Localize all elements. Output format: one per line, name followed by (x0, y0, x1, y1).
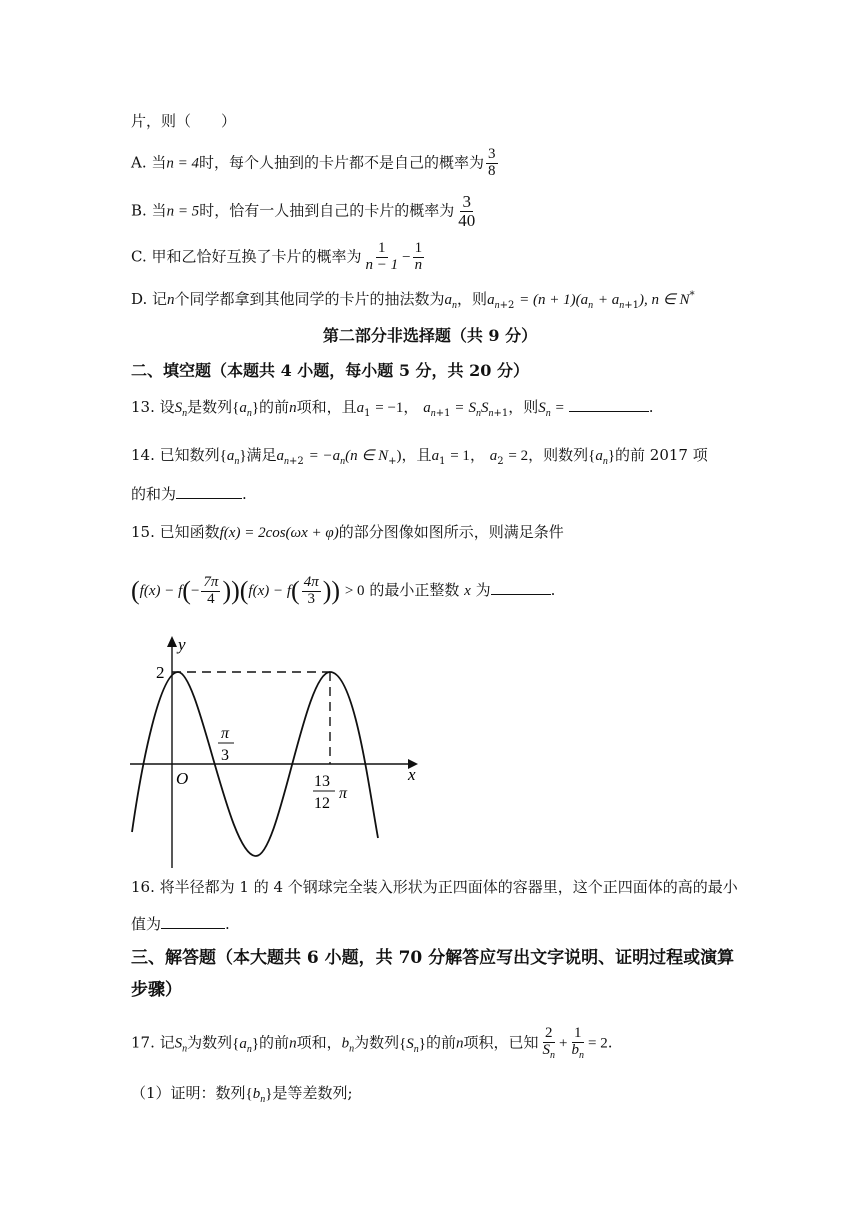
cosine-graph (128, 632, 428, 872)
option-c-denominator-1: n − 1 (365, 256, 399, 273)
q17-prefix: 17. 记 (131, 1033, 175, 1052)
option-b-denominator: 40 (458, 210, 476, 230)
q15-tail-2: 为 (475, 581, 491, 599)
option-b (131, 193, 479, 230)
q14-text-4: 的前 2017 项 (615, 446, 708, 464)
q17-text-1: 为数列 (187, 1033, 233, 1052)
q16-answer-blank[interactable] (161, 928, 225, 929)
q14-a1: = 1 (450, 448, 470, 464)
q14-text-2: ，且 (401, 446, 432, 464)
q13-condition-2: = (455, 400, 464, 416)
q17-part1-end: 是等差数列; (272, 1084, 353, 1102)
q15-f2: f(x) − f (248, 583, 292, 599)
q14-a2: = 2 (508, 448, 529, 464)
option-b-condition: n = 5 (166, 203, 200, 220)
q12-tail-text: 片，则（ ） (131, 112, 237, 130)
option-b-text: 时，恰有一人抽到自己的卡片的概率为 (199, 201, 455, 220)
option-c-fraction-2 (413, 241, 425, 274)
option-d-text: 个同学都拿到其他同学的卡片的抽法数为 (174, 290, 445, 308)
q12-tail (131, 110, 236, 132)
option-c-text: C. 甲和乙恰好互换了卡片的概率为 (131, 247, 362, 266)
option-b-numerator: 3 (462, 192, 471, 211)
option-a-fraction (486, 147, 498, 180)
q14-answer-blank[interactable] (176, 498, 242, 499)
q17-text-3: 项和， (296, 1033, 342, 1052)
origin-label: O (176, 769, 189, 788)
q14-text-1: 满足 (246, 446, 277, 464)
q13-equals: = (555, 400, 564, 416)
q16-line1: 16. 将半径都为 1 的 4 个钢球完全装入形状为正四面体的容器里，这个正四面体的高的最小 (131, 878, 738, 896)
q13-end: . (648, 398, 654, 416)
option-a (131, 147, 500, 180)
option-b-prefix: B. 当 (131, 201, 167, 220)
option-d-n: n (167, 292, 175, 308)
q15-fraction-1 (201, 575, 220, 608)
option-d-formula-1: = (n + 1)(a (519, 292, 589, 308)
q17-part1: （1）证明：数列$\{b_n\}$是等差数列; (131, 1084, 353, 1105)
option-d-formula-3: ), n ∈ N (638, 292, 690, 308)
option-c-denominator-2: n (414, 256, 423, 273)
q13-separator: ， (403, 398, 419, 416)
section3-title-2: 步骤） (131, 980, 182, 1000)
part2-title: 第二部分非选择题（共 9 分） (322, 326, 538, 345)
q17-text-6: 项积，已知 (463, 1033, 539, 1052)
q16-line2 (131, 913, 230, 935)
section3-title-1: 三、解答题（本大题共 6 小题，共 70 分解答应写出文字说明、证明过程或演算 (131, 948, 735, 968)
option-c-numerator-1: 1 (378, 240, 386, 256)
option-c (131, 241, 426, 274)
q13-condition-1: = −1 (375, 400, 404, 416)
q15-end: . (550, 581, 556, 599)
q16-end: . (225, 915, 230, 933)
q13-separator-2: ，则 (508, 398, 539, 416)
y-axis-arrow (167, 636, 177, 647)
q17-text-4: 为数列 (354, 1033, 400, 1052)
q14-formula: = −a (308, 448, 341, 464)
q17-text-5: 的前 (426, 1033, 457, 1052)
option-d: D. 记n个同学都拿到其他同学的卡片的抽法数为$a_n$，则$a_{n+2} = (n + 1)(a_n + a_{n+1})$, n ∈ N* (131, 290, 695, 311)
option-a-condition: n = 4 (166, 155, 199, 172)
q17-numerator-2: 1 (574, 1025, 582, 1041)
q16 (131, 876, 738, 898)
q16-line2-text: 值为 (131, 915, 162, 933)
q15-text: 的部分图像如图所示，则满足条件 (338, 523, 564, 541)
pi-third-denominator: 3 (221, 747, 229, 764)
q17: 17. 记$S_n$为数列$\{a_n\}$的前n项和，$b_n$为数列$\{S_n\}$的前n项积，已知 $\frac{2}{S_n}$ + $\frac{1}{b_n}$ = 2. (131, 1025, 613, 1061)
option-c-minus: − (402, 249, 411, 266)
q13: 13. 设$S_n$是数列$\{a_n\}$的前n项和，且$a_1 = -1$， $a_{n+1} = S_nS_{n+1}$，则$S_n$ = . (131, 398, 654, 419)
q15-tail: 的最小正整数 (369, 581, 460, 599)
x-axis-label: x (408, 765, 416, 784)
option-a-numerator: 3 (488, 146, 496, 162)
option-a-denominator: 8 (488, 162, 496, 179)
q17-fraction-1: $\frac{2}{S_n}$ (542, 1025, 556, 1061)
q15-function: f(x) = 2cos(ωx + φ) (219, 525, 339, 541)
thirteen-twelfths-denominator: 12 (314, 795, 330, 812)
q14-prefix: 14. 已知数列 (131, 446, 220, 464)
option-d-separator: ，则 (457, 290, 488, 308)
q17-end: . (607, 1033, 613, 1052)
section2-title: 二、填空题（本题共 4 小题，每小题 5 分，共 20 分） (131, 361, 529, 380)
q15-prefix: 15. 已知函数 (131, 523, 220, 541)
option-c-fraction-1 (363, 241, 400, 274)
option-c-numerator-2: 1 (414, 240, 423, 256)
q14-text-3: ，则数列 (528, 446, 589, 464)
option-d-formula-2: + a (597, 292, 620, 308)
thirteen-twelfths-pi: π (339, 785, 348, 802)
q15-inequality: > 0 (344, 583, 365, 599)
option-a-text: 时，每个人抽到的卡片都不是自己的概率为 (199, 153, 485, 172)
option-d-an: a (444, 292, 453, 308)
q17-part1-prefix: （1）证明：数列 (131, 1084, 246, 1102)
q15-denominator-2: 3 (307, 590, 315, 607)
q15-numerator-2: 4π (303, 573, 319, 590)
y-axis-label: y (178, 635, 186, 654)
q17-equals: = 2 (588, 1035, 608, 1052)
q17-plus: + (559, 1035, 568, 1052)
q14-end: . (242, 485, 247, 503)
option-b-fraction (456, 193, 477, 230)
q14-line2-text: 的和为 (131, 485, 177, 503)
q13-prefix: 13. 设 (131, 398, 175, 416)
q15 (131, 521, 564, 544)
q14-line2 (131, 483, 247, 505)
q13-answer-blank[interactable] (569, 411, 649, 412)
q13-text-1: 是数列 (187, 398, 233, 416)
q17-numerator-1: 2 (545, 1025, 553, 1041)
q17-text-2: 的前 (259, 1033, 290, 1052)
q15-x: x (464, 583, 471, 599)
q15-fraction-2 (302, 575, 321, 608)
q15-numerator-1: 7π (203, 573, 219, 590)
q15-negative: − (190, 583, 200, 599)
pi-third-numerator: π (221, 725, 230, 742)
option-d-prefix: D. 记 (131, 290, 168, 308)
q15-condition: (f(x) − f(− $\frac{7\pi}{4}$ ))(f(x) − f( $\frac{4\pi}{3}$ )) > 0 的最小正整数 x 为 . (131, 573, 556, 607)
q14-condition: (n ∈ N (345, 448, 389, 464)
q13-text-2: 的前 (259, 398, 290, 416)
q15-answer-blank[interactable] (491, 594, 551, 595)
q15-denominator-1: 4 (207, 590, 215, 607)
q17-fraction-2: $\frac{1}{b_n}$ (571, 1025, 584, 1061)
q15-f1: f(x) − f (139, 583, 183, 599)
max-label: 2 (156, 663, 165, 682)
q13-text-3: 项和，且 (296, 398, 357, 416)
thirteen-twelfths-numerator: 13 (314, 773, 330, 790)
option-a-prefix: A. 当 (131, 153, 167, 172)
q14: 14. 已知数列$\{a_n\}$满足$a_{n+2} = -a_n(n$ ∈ $N_+$)，且$a_1 = 1$， $a_2 = 2$，则数列$\{a_n\}$的前 2017 项 (131, 446, 708, 467)
